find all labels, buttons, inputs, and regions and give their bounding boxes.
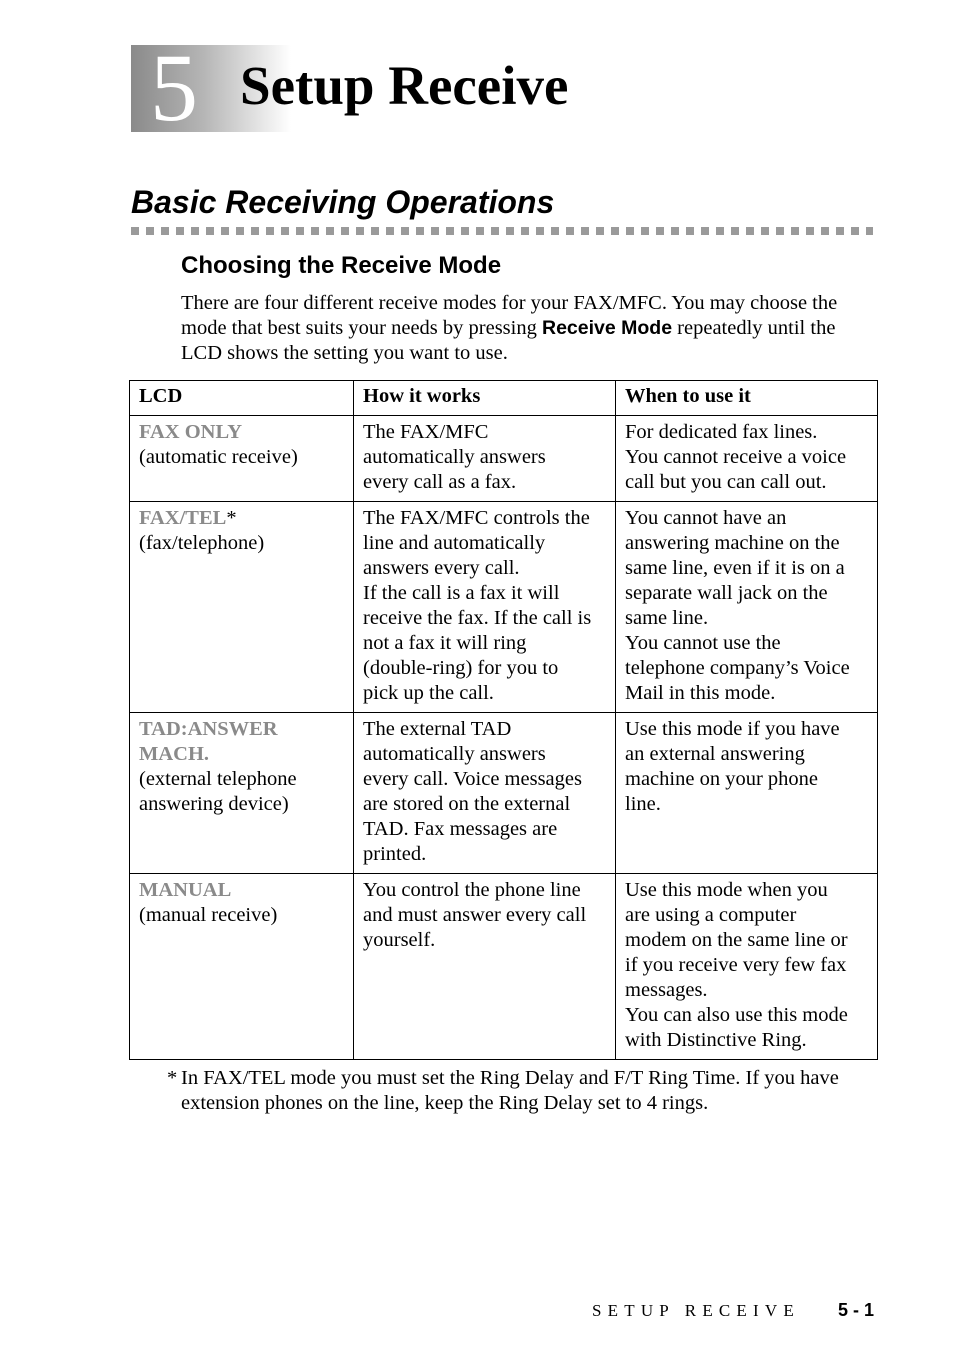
when-to-use-cell: For dedicated fax lines. You cannot receive a voice call but you can call out.: [616, 416, 878, 502]
lcd-mode-description: (manual receive): [139, 904, 278, 926]
lcd-mode-description: (automatic receive): [139, 446, 298, 468]
column-header-when: When to use it: [616, 381, 878, 416]
footer-page-number: 5 - 1: [838, 1300, 875, 1320]
footer-chapter-label: SETUP RECEIVE: [592, 1301, 800, 1320]
lcd-mode-description: (external telephone answering device): [139, 768, 297, 815]
lcd-mode-code: TAD:ANSWER MACH.: [139, 718, 278, 765]
how-it-works-cell: You control the phone line and must answer every call yourself.: [354, 874, 616, 1060]
lcd-mode-code: FAX/TEL: [139, 507, 227, 529]
chapter-number: 5: [150, 34, 198, 141]
lcd-cell: [130, 416, 354, 502]
column-header-lcd: LCD: [130, 381, 354, 416]
when-to-use-cell: You cannot have an answering machine on the same line, even if it is on a separate wall jack on the same line. You cannot use the telephone company’s Voice Mail in this mode.: [616, 502, 878, 713]
table-row: [130, 874, 878, 1060]
section-divider: [131, 227, 873, 235]
table-header-row: [130, 381, 878, 416]
table-row: [130, 416, 878, 502]
how-it-works-cell: The FAX/MFC automatically answers every call as a fax.: [354, 416, 616, 502]
intro-paragraph: [181, 291, 877, 366]
how-it-works-cell: The FAX/MFC controls the line and automatically answers every call. If the call is a fax it will receive the fax. If the call is not a fax it will ring (double-ring) for you to pick up the call.: [354, 502, 616, 713]
lcd-cell: [130, 874, 354, 1060]
column-header-how: How it works: [354, 381, 616, 416]
lcd-mode-description: (fax/telephone): [139, 532, 265, 554]
table-row: [130, 713, 878, 874]
lcd-cell: [130, 502, 354, 713]
footnote-text: In FAX/TEL mode you must set the Ring Delay and F/T Ring Time. If you have extension phones on the line, keep the Ring Delay set to 4 rings.: [181, 1067, 839, 1114]
lcd-cell: [130, 713, 354, 874]
section-title: Basic Receiving Operations: [131, 184, 555, 220]
when-to-use-cell: Use this mode if you have an external answering machine on your phone line.: [616, 713, 878, 874]
footnote-mark: *: [167, 1067, 178, 1089]
intro-text-after: repeatedly until the LCD shows the setting you want to use.: [181, 317, 836, 364]
how-it-works-cell: The external TAD automatically answers every call. Voice messages are stored on the external TAD. Fax messages are printed.: [354, 713, 616, 874]
lcd-mode-suffix: *: [226, 507, 237, 529]
footnote: [167, 1066, 877, 1116]
intro-text-before: There are four different receive modes for your FAX/MFC. You may choose the mode that best suits your needs by pressing: [181, 292, 838, 339]
when-to-use-cell: Use this mode when you are using a computer modem on the same line or if you receive very few fax messages. You can also use this mode with Distinctive Ring.: [616, 874, 878, 1060]
subsection-title: Choosing the Receive Mode: [181, 252, 502, 279]
chapter-title: Setup Receive: [240, 55, 569, 116]
receive-mode-key-label: Receive Mode: [541, 317, 673, 339]
lcd-mode-code: MANUAL: [139, 879, 232, 901]
receive-mode-table: [129, 380, 878, 1060]
lcd-mode-code: FAX ONLY: [139, 421, 243, 443]
table-row: [130, 502, 878, 713]
